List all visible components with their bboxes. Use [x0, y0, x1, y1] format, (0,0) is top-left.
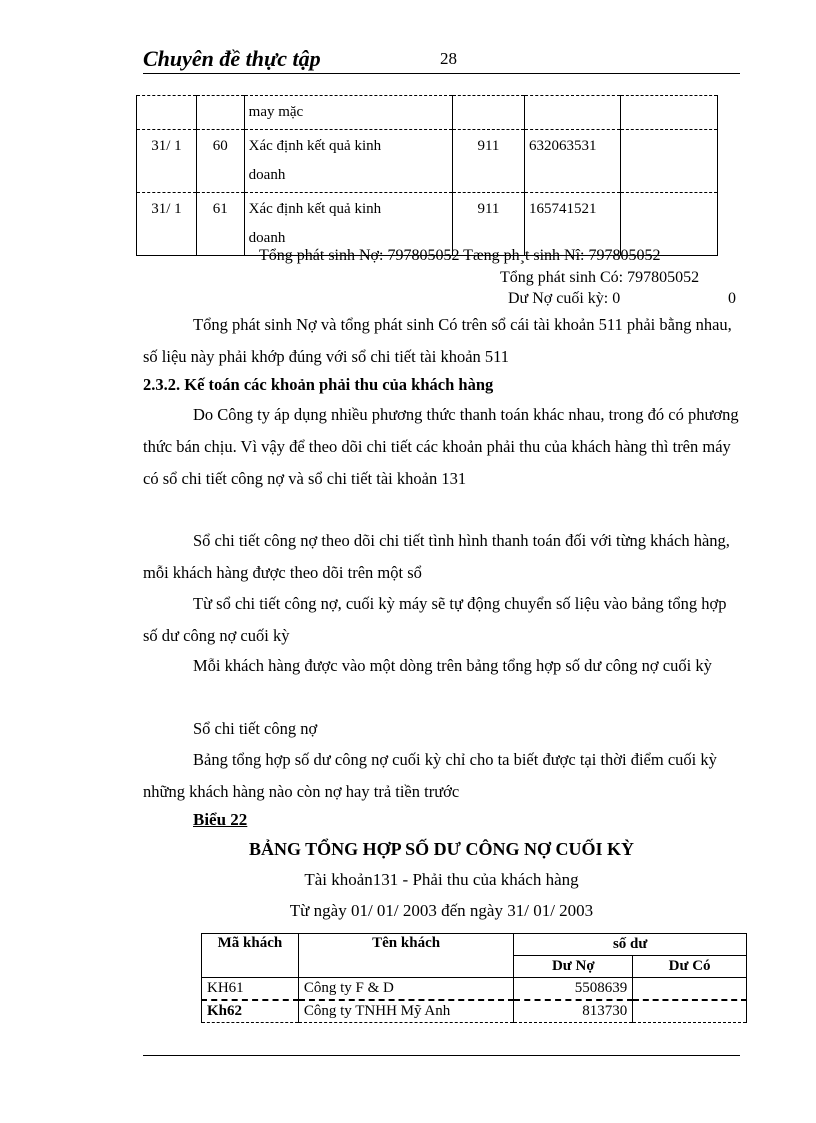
- paragraph-4: Từ sổ chi tiết công nợ, cuối kỳ máy sẽ tự động chuyển số liệu vào bảng tổng hợp số dư công nợ cuối kỳ: [143, 594, 727, 645]
- ledger-account: 911: [452, 193, 524, 256]
- header-rule: [143, 73, 740, 74]
- ledger-desc-line1: Xác định kết quả kinh: [248, 138, 382, 154]
- ending-debit-balance-value: 0: [728, 290, 736, 307]
- ledger-extra: [621, 96, 718, 130]
- paragraph-5: Mỗi khách hàng được vào một dòng trên bảng tổng hợp số dư công nợ cuối kỳ: [193, 656, 712, 675]
- ledger-desc-line2: doanh: [248, 167, 286, 183]
- table-subtitle-period: Từ ngày 01/ 01/ 2003 đến ngày 31/ 01/ 2003: [289, 901, 594, 920]
- ledger-number: 60: [196, 130, 244, 193]
- paragraph-2: Do Công ty áp dụng nhiều phương thức thanh toán khác nhau, trong đó có phương thức bán chịu. Vì vậy để theo dõi chi tiết các khoản phải thu của khách hàng thì trên máy có sổ chi tiết công nợ và sổ chi tiết tài khoản 131: [143, 405, 739, 488]
- paragraph-7: Bảng tổng hợp số dư công nợ cuối kỳ chỉ cho ta biết được tại thời điểm cuối kỳ những khách hàng nào còn nợ hay trả tiền trước: [143, 750, 717, 801]
- table-header-row: [202, 934, 747, 956]
- section-heading: 2.3.2. Kế toán các khoản phải thu của khách hàng: [143, 375, 494, 394]
- ledger-desc-line2: doanh: [248, 230, 286, 246]
- table-row: [137, 96, 718, 130]
- ledger-desc-line1: Xác định kết quả kinh: [248, 201, 382, 217]
- customer-name: Công ty F & D: [298, 978, 514, 1001]
- total-credit-line: Tổng phát sinh Có: 797805052: [500, 269, 700, 286]
- credit-balance: [633, 978, 747, 1001]
- table-subtitle-account: Tài khoản131 - Phải thu của khách hàng: [304, 870, 579, 889]
- ledger-amount: [524, 96, 620, 130]
- ledger-description: [244, 96, 452, 130]
- paragraph-6: Sổ chi tiết công nợ: [193, 719, 318, 738]
- customer-code: KH61: [202, 978, 299, 1001]
- customer-name: Công ty TNHH Mỹ Anh: [298, 1000, 514, 1023]
- ledger-amount: 632063531: [524, 130, 620, 193]
- header-title: Chuyên đề thực tập: [143, 46, 321, 71]
- header-name: Tên khách: [298, 934, 514, 978]
- ledger-extra: [621, 130, 718, 193]
- table-row: [137, 130, 718, 193]
- ledger-description: [244, 130, 452, 193]
- page-number: 28: [440, 49, 457, 68]
- summary-table: [201, 933, 747, 1023]
- ledger-desc-line1: may mặc: [248, 104, 304, 120]
- debit-balance: 813730: [514, 1000, 633, 1023]
- total-debit-line: Tổng phát sinh Nợ: 797805052 Tæng ph¸t sinh Nî: 797805052: [259, 247, 661, 264]
- paragraph-3: Sổ chi tiết công nợ theo dõi chi tiết tình hình thanh toán đối với từng khách hàng, mỗi khách hàng được theo dõi trên một sổ: [143, 531, 730, 582]
- header-debit: Dư Nợ: [514, 956, 633, 978]
- header-code: Mã khách: [202, 934, 299, 978]
- ledger-account: [452, 96, 524, 130]
- ledger-date: [137, 96, 197, 130]
- table-row: [202, 1000, 747, 1023]
- ledger-number: [196, 96, 244, 130]
- table-title: BẢNG TỔNG HỢP SỐ DƯ CÔNG NỢ CUỐI KỲ: [248, 839, 635, 859]
- ledger-account: 911: [452, 130, 524, 193]
- table-row: [202, 978, 747, 1001]
- ledger-number: 61: [196, 193, 244, 256]
- paragraph-1: Tổng phát sinh Nợ và tổng phát sinh Có trên sổ cái tài khoản 511 phải bằng nhau, số liệu này phải khớp đúng với sổ chi tiết tài khoản 511: [143, 315, 732, 366]
- footer-rule: [143, 1055, 740, 1056]
- customer-code: Kh62: [202, 1000, 299, 1023]
- ledger-amount: 165741521: [524, 193, 620, 256]
- ledger-table: [136, 95, 718, 256]
- ending-debit-balance: Dư Nợ cuối kỳ: 0: [508, 290, 621, 307]
- debit-balance: 5508639: [514, 978, 633, 1001]
- ledger-date: 31/ 1: [137, 130, 197, 193]
- ledger-date: 31/ 1: [137, 193, 197, 256]
- header-balance: số dư: [514, 934, 747, 956]
- figure-label: Biểu 22: [193, 810, 248, 829]
- credit-balance: [633, 1000, 747, 1023]
- header-credit: Dư Có: [633, 956, 747, 978]
